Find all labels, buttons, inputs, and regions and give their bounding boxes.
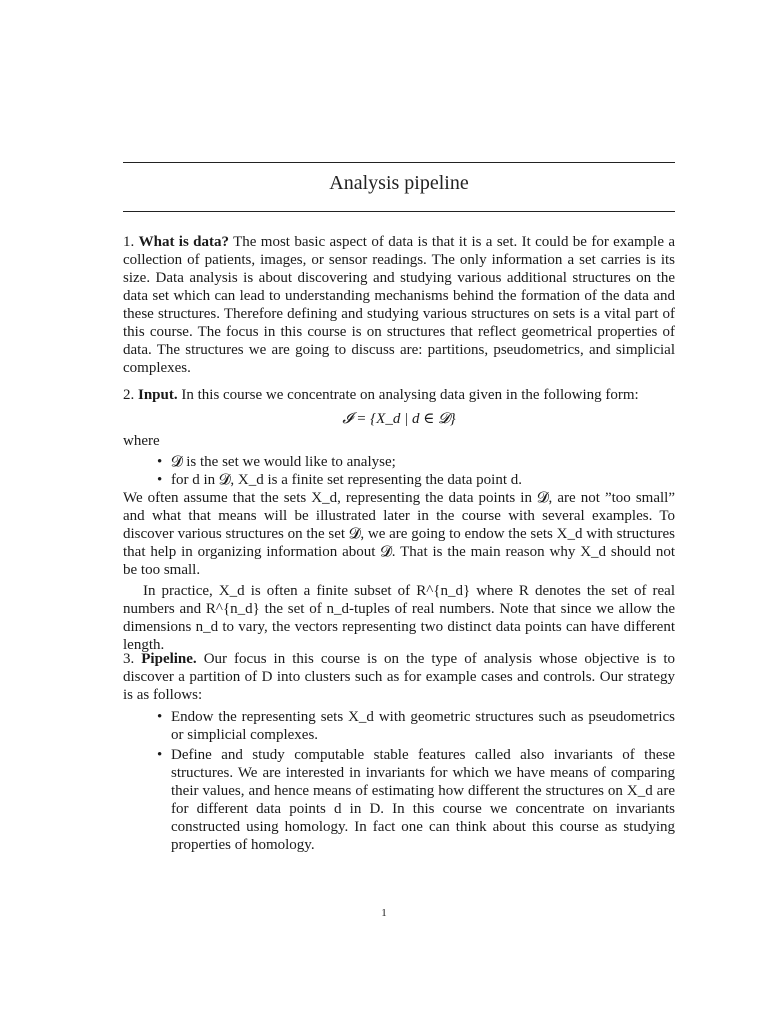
input-bullet-1: • 𝓓 is the set we would like to analyse; (123, 453, 675, 471)
section-1-heading: What is data? (138, 234, 230, 250)
input-formula: 𝓘 = {X_d | d ∈ 𝓓} (342, 411, 456, 427)
top-rule (123, 162, 675, 163)
section-3-text: Our focus in this course is on the type of analysis whose objective is to discover a partition of D into clusters such as for example cases and controls. Our strategy is as follows: (123, 651, 676, 703)
input-bullet-list (123, 453, 675, 489)
section-3 (123, 650, 675, 854)
section-1 (123, 233, 675, 377)
section-1-number: 1. (123, 234, 135, 250)
section-2-paragraph-1: We often assume that the sets X_d, representing the data points in 𝓓, are not ”too small” and what that means will be illustrated later in the course with several examples. To discover various structures on the set 𝓓, we are going to endow the sets X_d with structures that help in organizing information about 𝓓. That is the main reason why X_d should not be too small. (123, 490, 675, 578)
section-1-text: The most basic aspect of data is that it is a set. It could be for example a collection of patients, images, or sensor readings. The only information a set carries is its size. Data analysis is about discovering and studying various additional structures on the data set which can lead to understanding mechanisms behind the formation of the data and these structures. Therefore defining and studying various structures on sets is a vital part of this course. The focus in this course is on structures that reflect geometrical properties of data. The structures we are going to discuss are: partitions, pseudometrics, and simplicial complexes. (123, 234, 675, 376)
section-3-number: 3. (123, 651, 135, 667)
pipeline-bullet-2: • Define and study computable stable features called also invariants of these structures. We are interested in invariants for which we have means of comparing their values, and hence means of estimating how different the structures on X_d are for different data points d in D. In this course we concentrate on invariants constructed using homology. In fact one can think about this course as studying properties of homology. (123, 746, 675, 854)
section-2-text: In this course we concentrate on analysing data given in the following form: (181, 387, 639, 403)
section-2-number: 2. (123, 387, 135, 403)
page-number: 1 (381, 907, 387, 919)
section-2-paragraph-2: In practice, X_d is often a finite subset of R^{n_d} where R denotes the set of real numbers and R^{n_d} the set of n_d-tuples of real numbers. Note that since we allow the dimensions n_d to vary, the vectors representing two distinct data points can have different length. (123, 583, 675, 653)
pipeline-bullet-1: • Endow the representing sets X_d with geometric structures such as pseudometrics or simplicial complexes. (123, 708, 675, 744)
section-3-heading: Pipeline. (141, 651, 197, 667)
page-title: Analysis pipeline (329, 172, 469, 194)
pipeline-bullet-list (123, 708, 675, 854)
section-2-heading: Input. (138, 387, 178, 403)
title-rule (123, 211, 675, 212)
input-bullet-2: • for d in 𝓓, X_d is a finite set representing the data point d. (123, 471, 675, 489)
where-label: where (123, 433, 160, 449)
section-2 (123, 386, 675, 654)
